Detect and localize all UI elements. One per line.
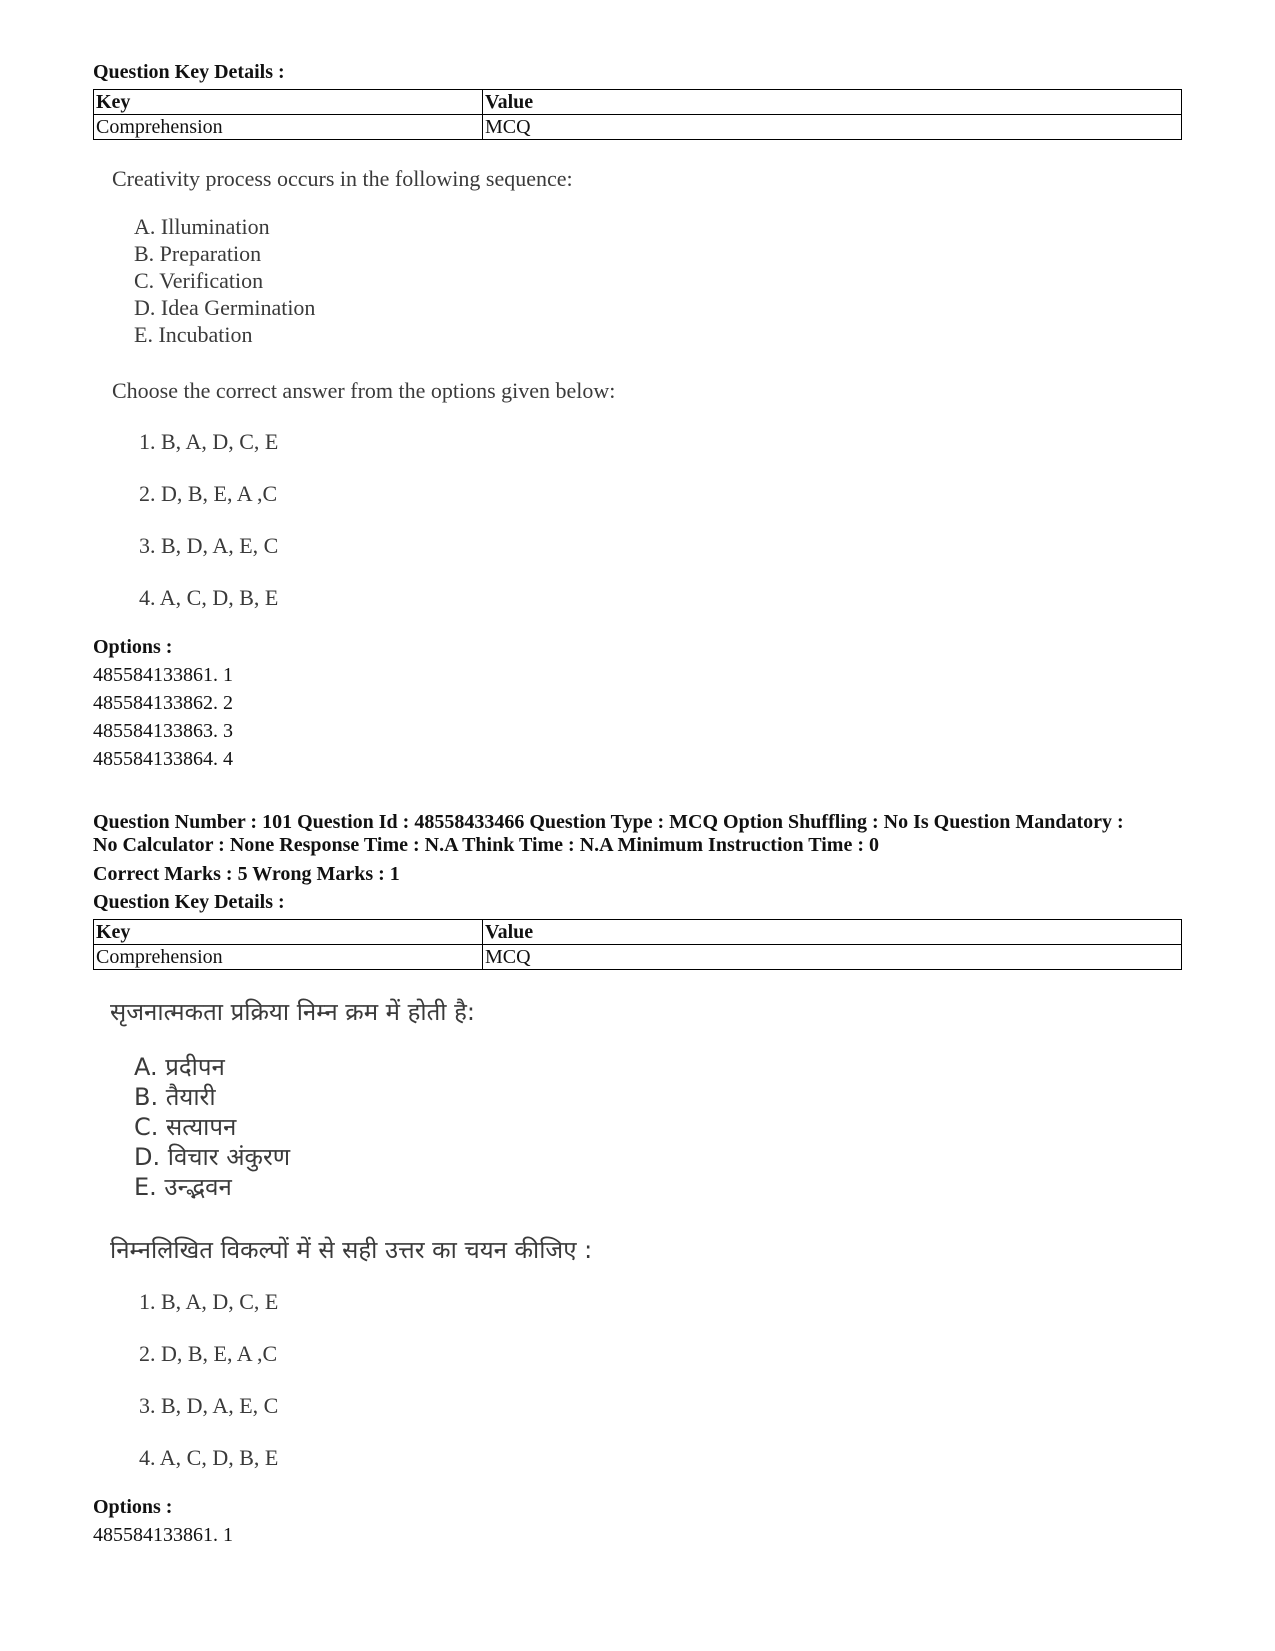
option-id: 485584133864. 4 (93, 748, 233, 770)
instruction-text: निम्नलिखित विकल्पों में से सही उत्तर का चयन कीजिए : (110, 1236, 593, 1264)
list-item: E. Incubation (134, 322, 253, 347)
sequence-items-list (134, 1052, 290, 1202)
list-item: B. Preparation (134, 241, 262, 266)
table-row (94, 115, 1182, 140)
options-heading: Options : (93, 1496, 173, 1518)
answer-choice: 4. A, C, D, B, E (139, 1445, 279, 1470)
answer-choice: 2. D, B, E, A ,C (139, 1341, 278, 1366)
question-text: Creativity process occurs in the following sequence: (112, 166, 573, 191)
table-cell-value: MCQ (483, 115, 1182, 140)
answer-choice: 3. B, D, A, E, C (139, 533, 279, 558)
list-item: B. तैयारी (134, 1083, 216, 1111)
option-id: 485584133862. 2 (93, 692, 233, 714)
list-item: E. उन्द्भवन (134, 1173, 232, 1201)
question-meta-line: No Calculator : None Response Time : N.A Think Time : N.A Minimum Instruction Time : 0 (93, 834, 879, 856)
answer-choice: 3. B, D, A, E, C (139, 1393, 279, 1418)
marks-line: Correct Marks : 5 Wrong Marks : 1 (93, 863, 400, 885)
list-item: C. Verification (134, 268, 264, 293)
instruction-text: Choose the correct answer from the options given below: (112, 378, 616, 403)
option-id: 485584133861. 1 (93, 664, 233, 686)
answer-choice: 1. B, A, D, C, E (139, 429, 279, 454)
list-item: A. Illumination (134, 214, 270, 239)
options-heading: Options : (93, 636, 173, 658)
table-header-row (94, 90, 1182, 115)
table-header-key: Key (94, 90, 483, 115)
question-key-table (93, 919, 1182, 970)
list-item: D. Idea Germination (134, 295, 316, 320)
answer-choice: 2. D, B, E, A ,C (139, 481, 278, 506)
question-key-details-heading: Question Key Details : (93, 61, 285, 83)
answer-choice: 1. B, A, D, C, E (139, 1289, 279, 1314)
question-key-table (93, 89, 1182, 140)
list-item: C. सत्यापन (134, 1113, 237, 1141)
table-cell-key: Comprehension (94, 115, 483, 140)
question-meta-line: Question Number : 101 Question Id : 48558433466 Question Type : MCQ Option Shuffling : No Is Question Mandatory : (93, 811, 1124, 833)
table-cell-value: MCQ (483, 945, 1182, 970)
question-text: सृजनात्मकता प्रक्रिया निम्न क्रम में होती है: (110, 998, 475, 1026)
sequence-items-list (134, 213, 315, 348)
table-header-key: Key (94, 920, 483, 945)
table-header-value: Value (483, 90, 1182, 115)
table-row (94, 945, 1182, 970)
table-header-row (94, 920, 1182, 945)
table-cell-key: Comprehension (94, 945, 483, 970)
question-key-details-heading: Question Key Details : (93, 891, 285, 913)
option-id: 485584133863. 3 (93, 720, 233, 742)
list-item: A. प्रदीपन (134, 1053, 225, 1081)
answer-choice: 4. A, C, D, B, E (139, 585, 279, 610)
table-header-value: Value (483, 920, 1182, 945)
list-item: D. विचार अंकुरण (134, 1143, 291, 1171)
option-id: 485584133861. 1 (93, 1524, 233, 1546)
